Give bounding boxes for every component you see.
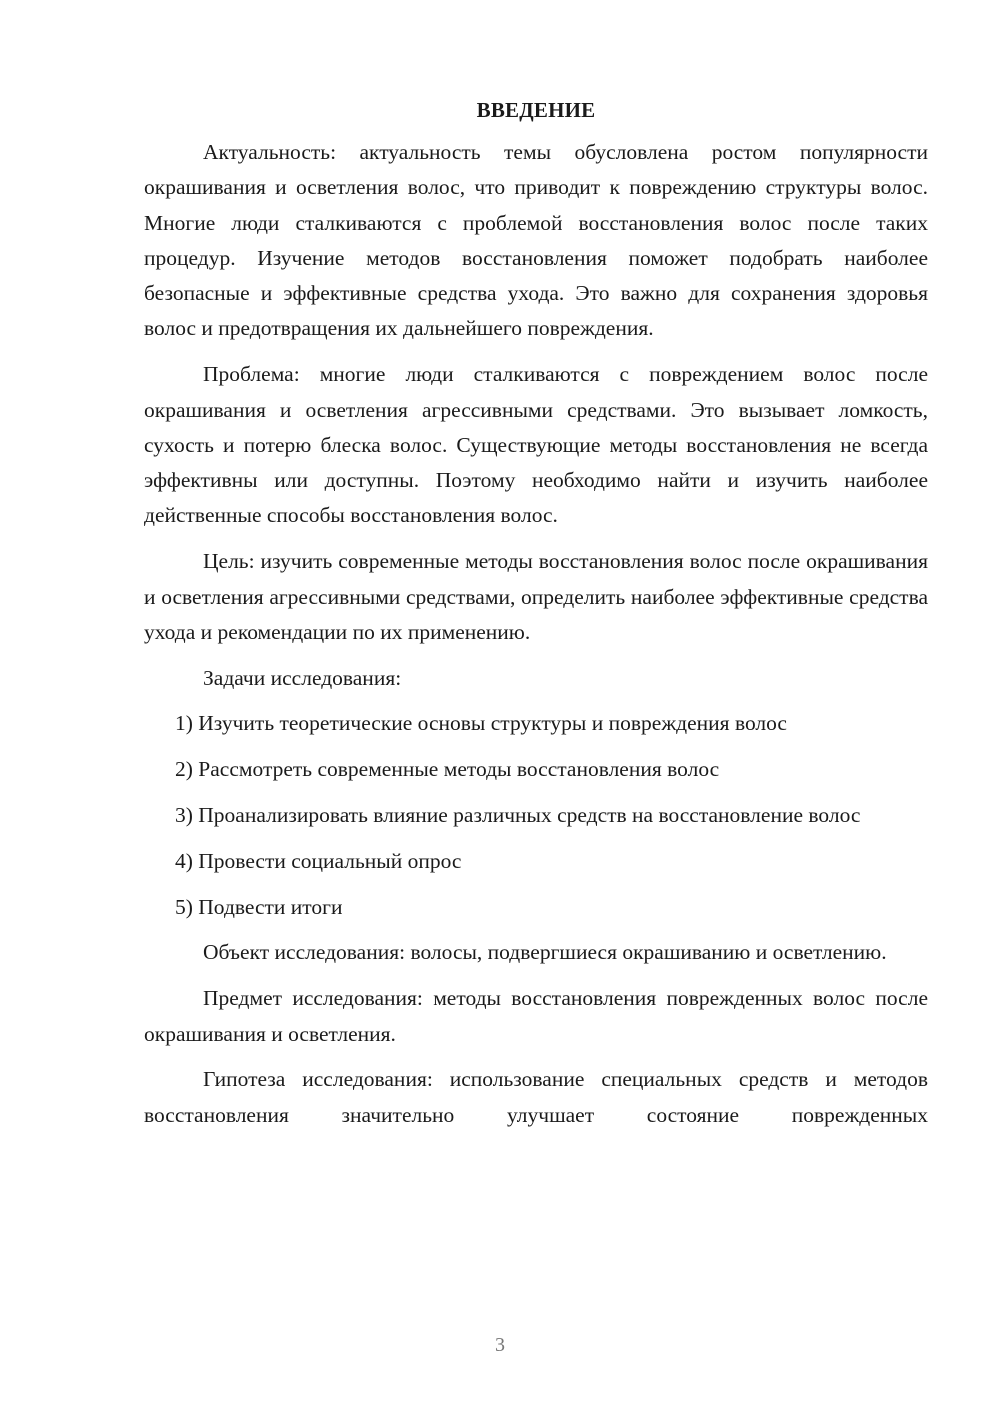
task-item-2: 2) Рассмотреть современные методы восстановления волос — [175, 757, 720, 782]
task-item-3: 3) Проанализировать влияние различных средств на восстановление волос — [175, 803, 861, 828]
document-page — [144, 95, 928, 1143]
problem-paragraph: Проблема: многие люди сталкиваются с повреждением волос после окрашивания и осветления агрессивными средствами. Это вызывает ломкость, сухость и потерю блеска волос. Существующие методы восстановления не всегда эффективны или доступны. Поэтому необходимо найти и изучить наиболее действенные способы восстановления волос. — [144, 362, 928, 528]
page-number: 3 — [495, 1334, 505, 1356]
relevance-paragraph: Актуальность: актуальность темы обусловлена ростом популярности окрашивания и осветления волос, что приводит к повреждению структуры волос. Многие люди сталкиваются с проблемой восстановления волос после таких процедур. Изучение методов восстановления поможет подобрать наиболее безопасные и эффективные средства ухода. Это важно для сохранения здоровья волос и предотвращения их дальнейшего повреждения. — [144, 140, 928, 341]
task-item-4: 4) Провести социальный опрос — [175, 848, 462, 873]
task-item-1: 1) Изучить теоретические основы структуры и повреждения волос — [175, 711, 787, 736]
object-paragraph: Объект исследования: волосы, подвергшиеся окрашиванию и осветлению. — [203, 940, 887, 965]
tasks-title: Задачи исследования: — [203, 665, 402, 690]
subject-paragraph: Предмет исследования: методы восстановления поврежденных волос после окрашивания и осветления. — [144, 986, 928, 1046]
task-item-5: 5) Подвести итоги — [175, 894, 343, 919]
goal-paragraph: Цель: изучить современные методы восстановления волос после окрашивания и осветления агрессивными средствами, определить наиболее эффективные средства ухода и рекомендации по их применению. — [144, 549, 928, 644]
section-heading: ВВЕДЕНИЕ — [476, 98, 596, 122]
hypothesis-paragraph: Гипотеза исследования: использование специальных средств и методов восстановления значительно улучшает состояние поврежденных — [144, 1067, 928, 1127]
